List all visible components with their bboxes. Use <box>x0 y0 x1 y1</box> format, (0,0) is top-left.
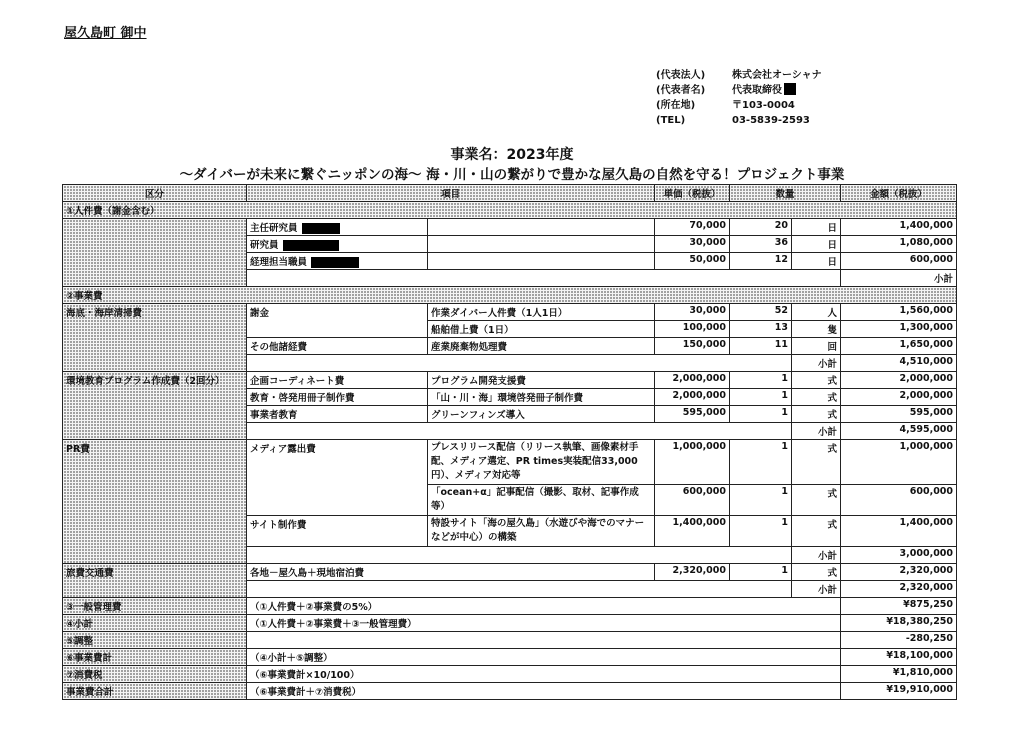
detail-cell: 船舶借上費（1日） <box>428 321 655 338</box>
unit-cell: 式 <box>792 516 841 547</box>
detail-cell: 特設サイト「海の屋久島」（水遊びや海でのマナーなどが中心）の構築 <box>428 516 655 547</box>
qty-cell: 12 <box>730 253 792 270</box>
price-cell: 50,000 <box>655 253 730 270</box>
subtotal-spacer <box>247 423 792 440</box>
header-unit-price: 単価（税抜） <box>655 185 730 202</box>
company-row-corp <box>656 68 822 83</box>
redaction-bar <box>283 240 339 251</box>
detail-cell: グリーンフィンズ導入 <box>428 406 655 423</box>
price-cell: 2,320,000 <box>655 564 730 581</box>
unit-cell: 式 <box>792 564 841 581</box>
amount-cell: 2,320,000 <box>841 564 957 581</box>
table-header <box>63 185 957 202</box>
amount-cell: 1,400,000 <box>841 219 957 236</box>
section-row <box>63 202 957 219</box>
category-education: 環境教育プログラム作成費（2回分） <box>63 372 247 440</box>
item-cell: メディア露出費 <box>247 440 428 516</box>
company-row-tel <box>656 113 822 128</box>
amount-cell: 600,000 <box>841 253 957 270</box>
amount-cell: 1,650,000 <box>841 338 957 355</box>
redaction-bar <box>311 257 359 268</box>
summary-desc: （①人件費＋②事業費＋③一般管理費） <box>247 615 841 632</box>
unit-cell: 日 <box>792 219 841 236</box>
detail-cell: プログラム開発支援費 <box>428 372 655 389</box>
redaction-bar <box>784 83 796 95</box>
summary-amount: ¥875,250 <box>841 598 957 615</box>
item-cell: 研究員 <box>247 236 428 253</box>
table-row <box>63 219 957 236</box>
unit-cell: 式 <box>792 440 841 485</box>
section-row <box>63 287 957 304</box>
subtotal-amount: 3,000,000 <box>841 547 957 564</box>
summary-amount: ¥1,810,000 <box>841 666 957 683</box>
company-info <box>656 68 822 128</box>
value-tel: 03-5839-2593 <box>732 115 810 126</box>
summary-amount: ¥19,910,000 <box>841 683 957 700</box>
subtotal-label: 小計 <box>792 581 841 598</box>
detail-cell: 作業ダイバー人件費（1人1日） <box>428 304 655 321</box>
unit-cell: 式 <box>792 372 841 389</box>
amount-cell: 1,000,000 <box>841 440 957 485</box>
summary-label: ⑤調整 <box>63 632 247 649</box>
table-row <box>63 440 957 485</box>
detail-cell <box>428 236 655 253</box>
summary-row <box>63 632 957 649</box>
unit-cell: 日 <box>792 236 841 253</box>
value-address: 〒103-0004 <box>732 100 795 111</box>
amount-cell: 1,560,000 <box>841 304 957 321</box>
subtotal-amount: 4,595,000 <box>841 423 957 440</box>
summary-desc: （④小計＋⑤調整） <box>247 649 841 666</box>
table-row <box>63 564 957 581</box>
qty-cell: 13 <box>730 321 792 338</box>
qty-cell: 1 <box>730 372 792 389</box>
summary-desc: （⑥事業費計＋⑦消費税） <box>247 683 841 700</box>
subtotal-spacer <box>247 270 841 287</box>
unit-cell: 人 <box>792 304 841 321</box>
summary-label: ⑥事業費計 <box>63 649 247 666</box>
qty-cell: 52 <box>730 304 792 321</box>
detail-cell: 「ocean+α」記事配信（撮影、取材、記事作成等） <box>428 485 655 516</box>
category-survey: 海底・海岸清掃費 <box>63 304 247 372</box>
item-cell: サイト制作費 <box>247 516 428 547</box>
amount-cell: 2,000,000 <box>841 389 957 406</box>
item-cell: 教育・啓発用冊子制作費 <box>247 389 428 406</box>
price-cell: 150,000 <box>655 338 730 355</box>
price-cell: 1,400,000 <box>655 516 730 547</box>
summary-label: ④小計 <box>63 615 247 632</box>
category-pr: PR費 <box>63 440 247 564</box>
value-corp: 株式会社オーシャナ <box>732 70 822 81</box>
detail-cell <box>428 253 655 270</box>
amount-cell: 600,000 <box>841 485 957 516</box>
price-cell: 2,000,000 <box>655 372 730 389</box>
subtotal-amount: 2,320,000 <box>841 581 957 598</box>
label-address: (所在地) <box>656 100 696 111</box>
unit-cell: 回 <box>792 338 841 355</box>
summary-row <box>63 666 957 683</box>
summary-label: ⑦消費税 <box>63 666 247 683</box>
summary-row <box>63 615 957 632</box>
company-row-address <box>656 98 822 113</box>
item-cell: 企画コーディネート費 <box>247 372 428 389</box>
summary-amount: -280,250 <box>841 632 957 649</box>
subtotal-spacer <box>247 547 792 564</box>
section-personnel: ①人件費（謝金含む） <box>63 202 957 219</box>
redaction-bar <box>302 223 340 234</box>
price-cell: 70,000 <box>655 219 730 236</box>
qty-cell: 36 <box>730 236 792 253</box>
amount-cell: 2,000,000 <box>841 372 957 389</box>
qty-cell: 1 <box>730 406 792 423</box>
summary-amount: ¥18,100,000 <box>841 649 957 666</box>
summary-row <box>63 683 957 700</box>
summary-desc: （⑥事業費計×10/100） <box>247 666 841 683</box>
project-title: 事業名：2023年度 <box>450 147 574 163</box>
subtotal-label: 小計 <box>841 270 957 287</box>
category-travel: 旅費交通費 <box>63 564 247 598</box>
qty-cell: 11 <box>730 338 792 355</box>
unit-cell: 式 <box>792 389 841 406</box>
qty-cell: 1 <box>730 440 792 485</box>
company-row-rep <box>656 83 822 98</box>
price-cell: 1,000,000 <box>655 440 730 485</box>
summary-desc <box>247 632 841 649</box>
detail-cell: 産業廃棄物処理費 <box>428 338 655 355</box>
item-cell: 主任研究員 <box>247 219 428 236</box>
detail-cell: 「山・川・海」環境啓発冊子制作費 <box>428 389 655 406</box>
value-rep: 代表取締役 <box>732 85 782 96</box>
subtotal-label: 小計 <box>792 355 841 372</box>
label-rep: (代表者名) <box>656 85 706 96</box>
summary-label: ③一般管理費 <box>63 598 247 615</box>
subtotal-label: 小計 <box>792 423 841 440</box>
price-cell: 595,000 <box>655 406 730 423</box>
header-item: 項目 <box>247 185 655 202</box>
header-amount: 金額（税抜） <box>841 185 957 202</box>
qty-cell: 1 <box>730 485 792 516</box>
unit-cell: 式 <box>792 485 841 516</box>
table-row <box>63 372 957 389</box>
qty-cell: 1 <box>730 516 792 547</box>
item-cell: その他諸経費 <box>247 338 428 355</box>
qty-cell: 1 <box>730 389 792 406</box>
category-cell-blank <box>63 219 247 287</box>
subtotal-label: 小計 <box>792 547 841 564</box>
summary-desc: （①人件費＋②事業費の5%） <box>247 598 841 615</box>
detail-cell <box>428 219 655 236</box>
project-subtitle: ～ダイバーが未来に繋ぐニッポンの海～ 海・川・山の繋がりで豊かな屋久島の自然を守る！プロジェクト事業 <box>179 167 845 183</box>
amount-cell: 595,000 <box>841 406 957 423</box>
qty-cell: 1 <box>730 564 792 581</box>
addressee: 屋久島町 御中 <box>64 26 147 41</box>
amount-cell: 1,400,000 <box>841 516 957 547</box>
item-cell: 経理担当職員 <box>247 253 428 270</box>
qty-cell: 20 <box>730 219 792 236</box>
summary-amount: ¥18,380,250 <box>841 615 957 632</box>
label-tel: (TEL) <box>656 115 686 126</box>
subtotal-spacer <box>247 581 792 598</box>
summary-row <box>63 598 957 615</box>
section-project-costs: ②事業費 <box>63 287 957 304</box>
item-cell: 謝金 <box>247 304 428 338</box>
amount-cell: 1,300,000 <box>841 321 957 338</box>
summary-label: 事業費合計 <box>63 683 247 700</box>
price-cell: 2,000,000 <box>655 389 730 406</box>
unit-cell: 隻 <box>792 321 841 338</box>
header-category: 区分 <box>63 185 247 202</box>
label-corp: (代表法人) <box>656 70 706 81</box>
price-cell: 100,000 <box>655 321 730 338</box>
subtotal-amount: 4,510,000 <box>841 355 957 372</box>
summary-row <box>63 649 957 666</box>
price-cell: 30,000 <box>655 236 730 253</box>
unit-cell: 日 <box>792 253 841 270</box>
price-cell: 30,000 <box>655 304 730 321</box>
subtotal-spacer <box>247 355 792 372</box>
price-cell: 600,000 <box>655 485 730 516</box>
estimate-table <box>62 184 957 700</box>
item-cell: 各地－屋久島＋現地宿泊費 <box>247 564 655 581</box>
amount-cell: 1,080,000 <box>841 236 957 253</box>
unit-cell: 式 <box>792 406 841 423</box>
item-cell: 事業者教育 <box>247 406 428 423</box>
table-row <box>63 304 957 321</box>
header-quantity: 数量 <box>730 185 841 202</box>
detail-cell: プレスリリース配信（リリース執筆、画像素材手配、メディア選定、PR times実装配信33,000円）、メディア対応等 <box>428 440 655 485</box>
